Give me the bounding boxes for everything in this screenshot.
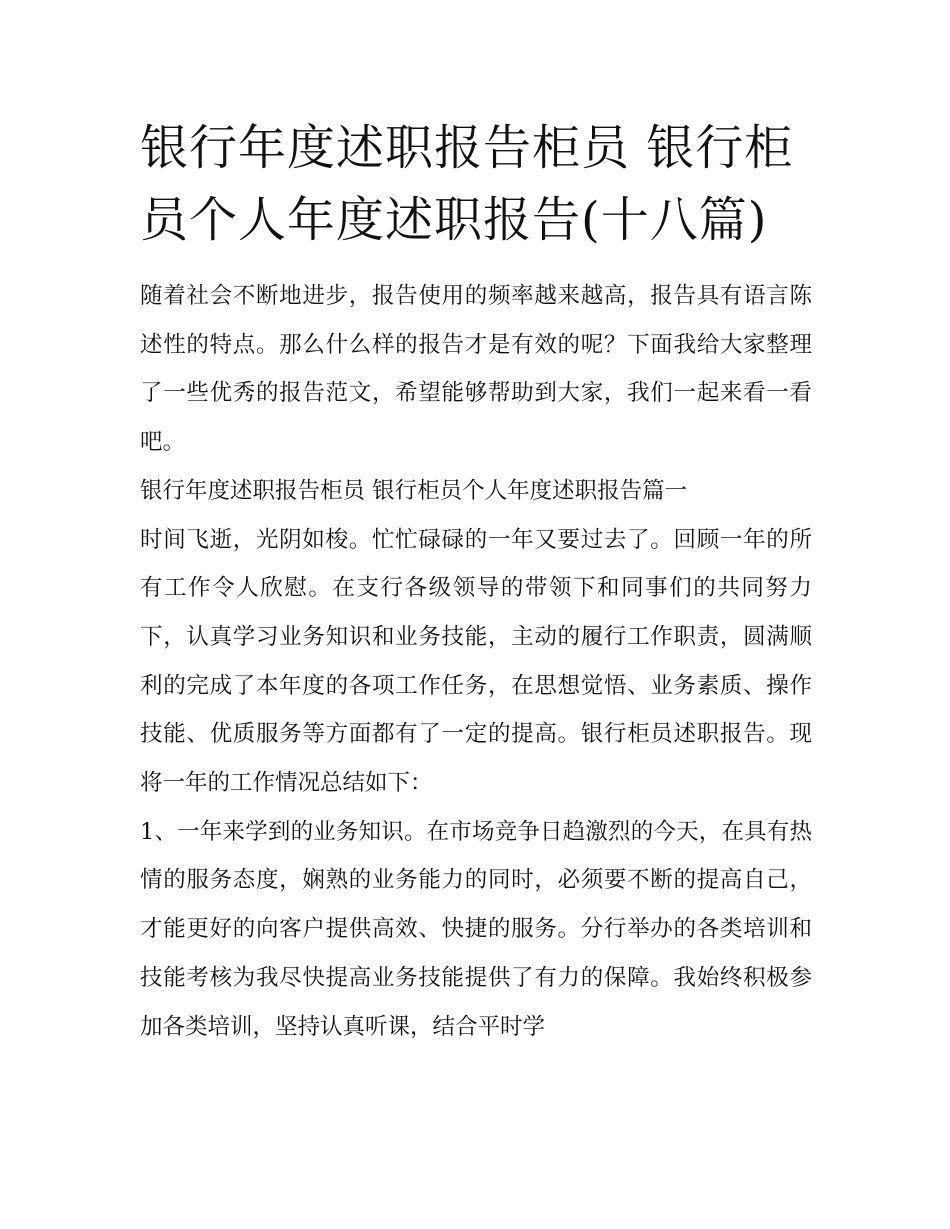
document-page: [140, 112, 812, 1051]
intro-paragraph: 随着社会不断地进步，报告使用的频率越来越高，报告具有语言陈述性的特点。那么什么样的报告才是有效的呢？下面我给大家整理了一些优秀的报告范文，希望能够帮助到大家，我们一起来看一看吧。: [140, 283, 812, 456]
section-heading: 银行年度述职报告柜员 银行柜员个人年度述职报告篇一: [140, 477, 688, 504]
body-paragraph-1: 时间飞逝，光阴如梭。忙忙碌碌的一年又要过去了。回顾一年的所有工作令人欣慰。在支行各级领导的带领下和同事们的共同努力下，认真学习业务知识和业务技能，主动的履行工作职责，圆满顺利的完成了本年度的各项工作任务，在思想觉悟、业务素质、操作技能、优质服务等方面都有了一定的提高。银行柜员述职报告。现将一年的工作情况总结如下：: [140, 526, 812, 797]
body-paragraph-2: 1、一年来学到的业务知识。在市场竞争日趋激烈的今天，在具有热情的服务态度，娴熟的业务能力的同时，必须要不断的提高自己，才能更好的向客户提供高效、快捷的服务。分行举办的各类培训和技能考核为我尽快提高业务技能提供了有力的保障。我始终积极参加各类培训，坚持认真听课，结合平时学: [140, 818, 812, 1040]
document-title: 银行年度述职报告柜员 银行柜员个人年度述职报告(十八篇): [140, 120, 794, 248]
